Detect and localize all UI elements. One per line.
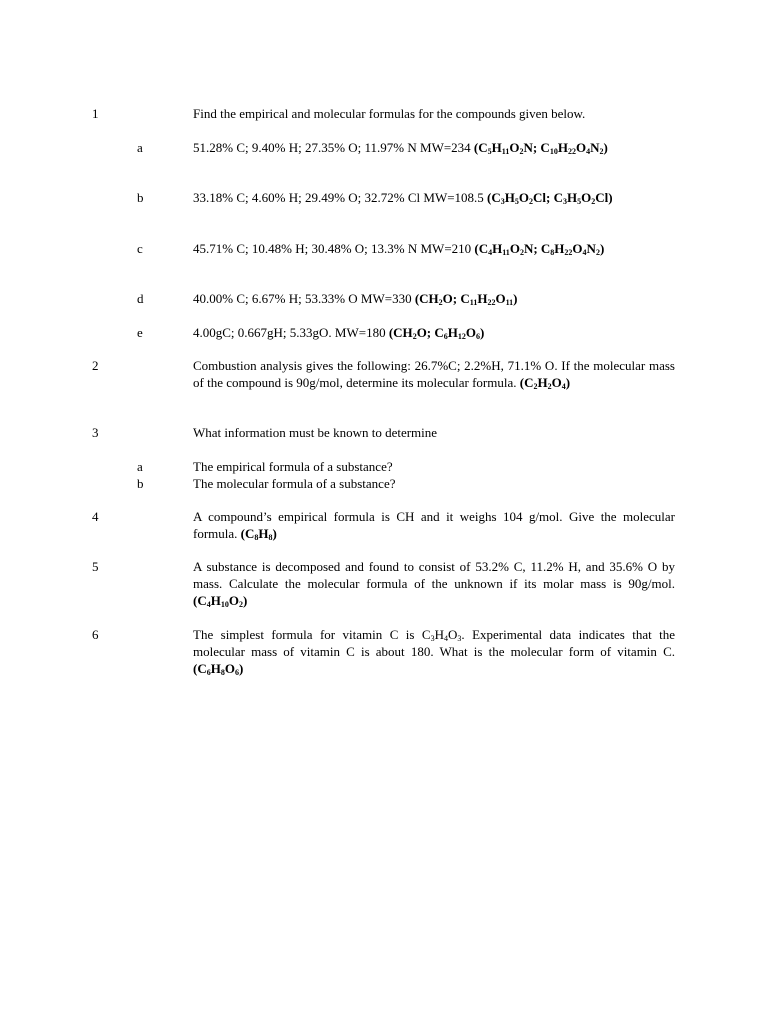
subquestion-text [193, 240, 675, 257]
subquestion-text [193, 189, 675, 206]
subquestion-text [193, 290, 675, 307]
answer: ($C_3H_5O_2Cl$; $C_3H_5O_2Cl$) [487, 190, 613, 206]
subquestion-text: The molecular formula of a substance? [193, 476, 396, 491]
answer: $(C_8H_8)$ [240, 526, 277, 542]
composition-data: 45.71% C; 10.48% H; 30.48% O; 13.3% N MW=210 [193, 241, 472, 256]
question-text [193, 558, 675, 609]
answer: $(C_6H_8O_6)$ [193, 661, 244, 677]
answer: ($CH_2O$; $C_6H_{12}O_6$) [388, 325, 485, 341]
question-number: 6 [92, 627, 99, 642]
subquestion-label: e [137, 325, 143, 340]
composition-data: 40.00% C; 6.67% H; 53.33% O MW=330 [193, 291, 412, 306]
question-number: 1 [92, 106, 99, 121]
answer: $(C_4H_{10}O_2)$ [193, 593, 248, 609]
composition-data: 51.28% C; 9.40% H; 27.35% O; 11.97% N MW=234 [193, 140, 471, 155]
question-prompt: Find the empirical and molecular formulas for the compounds given below. [193, 106, 586, 121]
subquestion-text [193, 324, 675, 341]
subquestion-text: The empirical formula of a substance? [193, 459, 393, 474]
question-number: 3 [92, 425, 99, 440]
subquestion-label: b [137, 476, 144, 491]
subquestion-label: a [137, 140, 143, 155]
question-number: 2 [92, 358, 99, 373]
answer: ($CH_2O$; $C_{11}H_{22}O_{11}$) [414, 291, 518, 307]
question-text [193, 508, 675, 542]
subquestion-text [193, 139, 675, 156]
subquestion-label: b [137, 190, 144, 205]
subquestion-label: a [137, 459, 143, 474]
answer: $(C_2H_2O_4)$ [519, 375, 571, 391]
question-number: 5 [92, 559, 99, 574]
answer: ($C_4H_{11}O_2N$; $C_8H_{22}O_4N_2$) [474, 241, 605, 257]
subquestion-label: c [137, 241, 143, 256]
question-body-start: The simplest formula for vitamin C is [193, 627, 415, 642]
question-body-end: Experimental data indicates that the molecular mass of vitamin C is about 180. What is the molecular form of vitamin C. [193, 627, 676, 659]
formula: $C_3H_4O_3$. [421, 627, 465, 643]
subquestion-label: d [137, 291, 144, 306]
question-body: A substance is decomposed and found to consist of 53.2% C, 11.2% H, and 35.6% O by mass. Calculate the molecular formula of the unknown if its molar mass is 90g/mol. [193, 559, 675, 591]
question-body: A compound’s empirical formula is CH and it weighs 104 g/mol. Give the molecular formula. [193, 509, 675, 541]
question-number: 4 [92, 509, 99, 524]
question-text [193, 357, 675, 391]
answer: ($C_5H_{11}O_2N$; $C_{10}H_{22}O_4N_2$) [473, 140, 608, 156]
question-text [193, 626, 675, 677]
question-prompt: What information must be known to determine [193, 425, 438, 440]
question-body: Combustion analysis gives the following: 26.7%C; 2.2%H, 71.1% O. If the molecular mass of the compound is 90g/mol, determine its molecular formula. [193, 358, 675, 390]
composition-data: 33.18% C; 4.60% H; 29.49% O; 32.72% Cl MW=108.5 [193, 190, 484, 205]
composition-data: 4.00gC; 0.667gH; 5.33gO. MW=180 [193, 325, 386, 340]
